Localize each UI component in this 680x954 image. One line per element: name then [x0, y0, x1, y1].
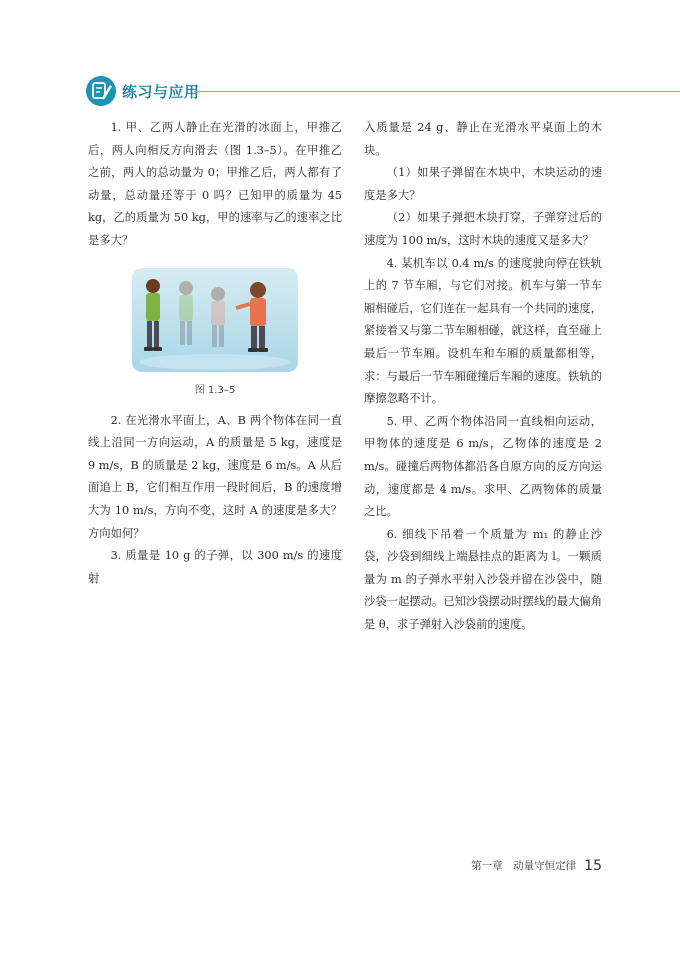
page-number: 15 [584, 858, 602, 874]
figure-1-3-5 [88, 268, 342, 398]
pen-writing-icon [86, 76, 116, 106]
problem-4: 4. 某机车以 0.4 m/s 的速度驶向停在铁轨上的 7 节车厢，与它们对接。机车与第一节车厢相碰后，它们连在一起具有一个共同的速度，紧接着又与第二节车厢相碰，就这样，直至碰上最后一节车厢。设机车和车厢的质量都相等，求：与最后一节车厢碰撞后车厢的速度。铁轨的摩擦忽略不计。 [364, 256, 602, 406]
problem-6: 6. 细线下吊着一个质量为 m₁ 的静止沙袋，沙袋到细线上端悬挂点的距离为 l。一颗质量为 m 的子弹水平射入沙袋并留在沙袋中，随沙袋一起摆动。已知沙袋摆动时摆线的最大偏角是 θ，求子弹射入沙袋前的速度。 [364, 527, 602, 632]
problem-2: 2. 在光滑水平面上，A、B 两个物体在同一直线上沿同一方向运动，A 的质量是 5 kg，速度是 9 m/s，B 的质量是 2 kg，速度是 6 m/s。A 从后面追上 B，它们相互作用一段时间后，B 的速度增大为 10 m/s，方向不变，这时 A 的速度是多大？方向如何？ [88, 413, 342, 540]
problem-3-question-2: （2）如果子弹把木块打穿，子弹穿过后的速度为 100 m/s，这时木块的速度又是多大？ [364, 211, 602, 247]
section-title: 练习与应用 [122, 83, 200, 101]
figure-caption: 图 1.3–5 [194, 384, 236, 396]
problem-3-start: 3. 质量是 10 g 的子弹，以 300 m/s 的速度射 [88, 549, 342, 585]
problem-1: 1. 甲、乙两人静止在光滑的冰面上，甲推乙后，两人向相反方向滑去（图 1.3–5）。在甲推乙之前，两人的总动量为 0；甲推乙后，两人都有了动量，总动量还等于 0 吗？已知甲的质量为 45 kg，乙的质量为 50 kg，甲的速率与乙的速率之比是多大？ [88, 121, 342, 247]
page-footer [471, 858, 602, 874]
problem-3-question-1: （1）如果子弹留在木块中，木块运动的速度是多大？ [364, 166, 602, 202]
section-header [86, 76, 680, 106]
header-divider [194, 91, 680, 92]
problem-3-continued: 入质量是 24 g、静止在光滑水平桌面上的木块。 [364, 121, 602, 157]
right-column [364, 117, 602, 637]
skating-illustration [132, 268, 298, 372]
chapter-title: 第一章 动量守恒定律 [471, 860, 577, 872]
problem-5: 5. 甲、乙两个物体沿同一直线相向运动，甲物体的速度是 6 m/s，乙物体的速度是 2 m/s。碰撞后两物体都沿各自原方向的反方向运动，速度都是 4 m/s。求甲、乙两物体的质量之比。 [364, 414, 602, 519]
left-column [88, 117, 342, 590]
